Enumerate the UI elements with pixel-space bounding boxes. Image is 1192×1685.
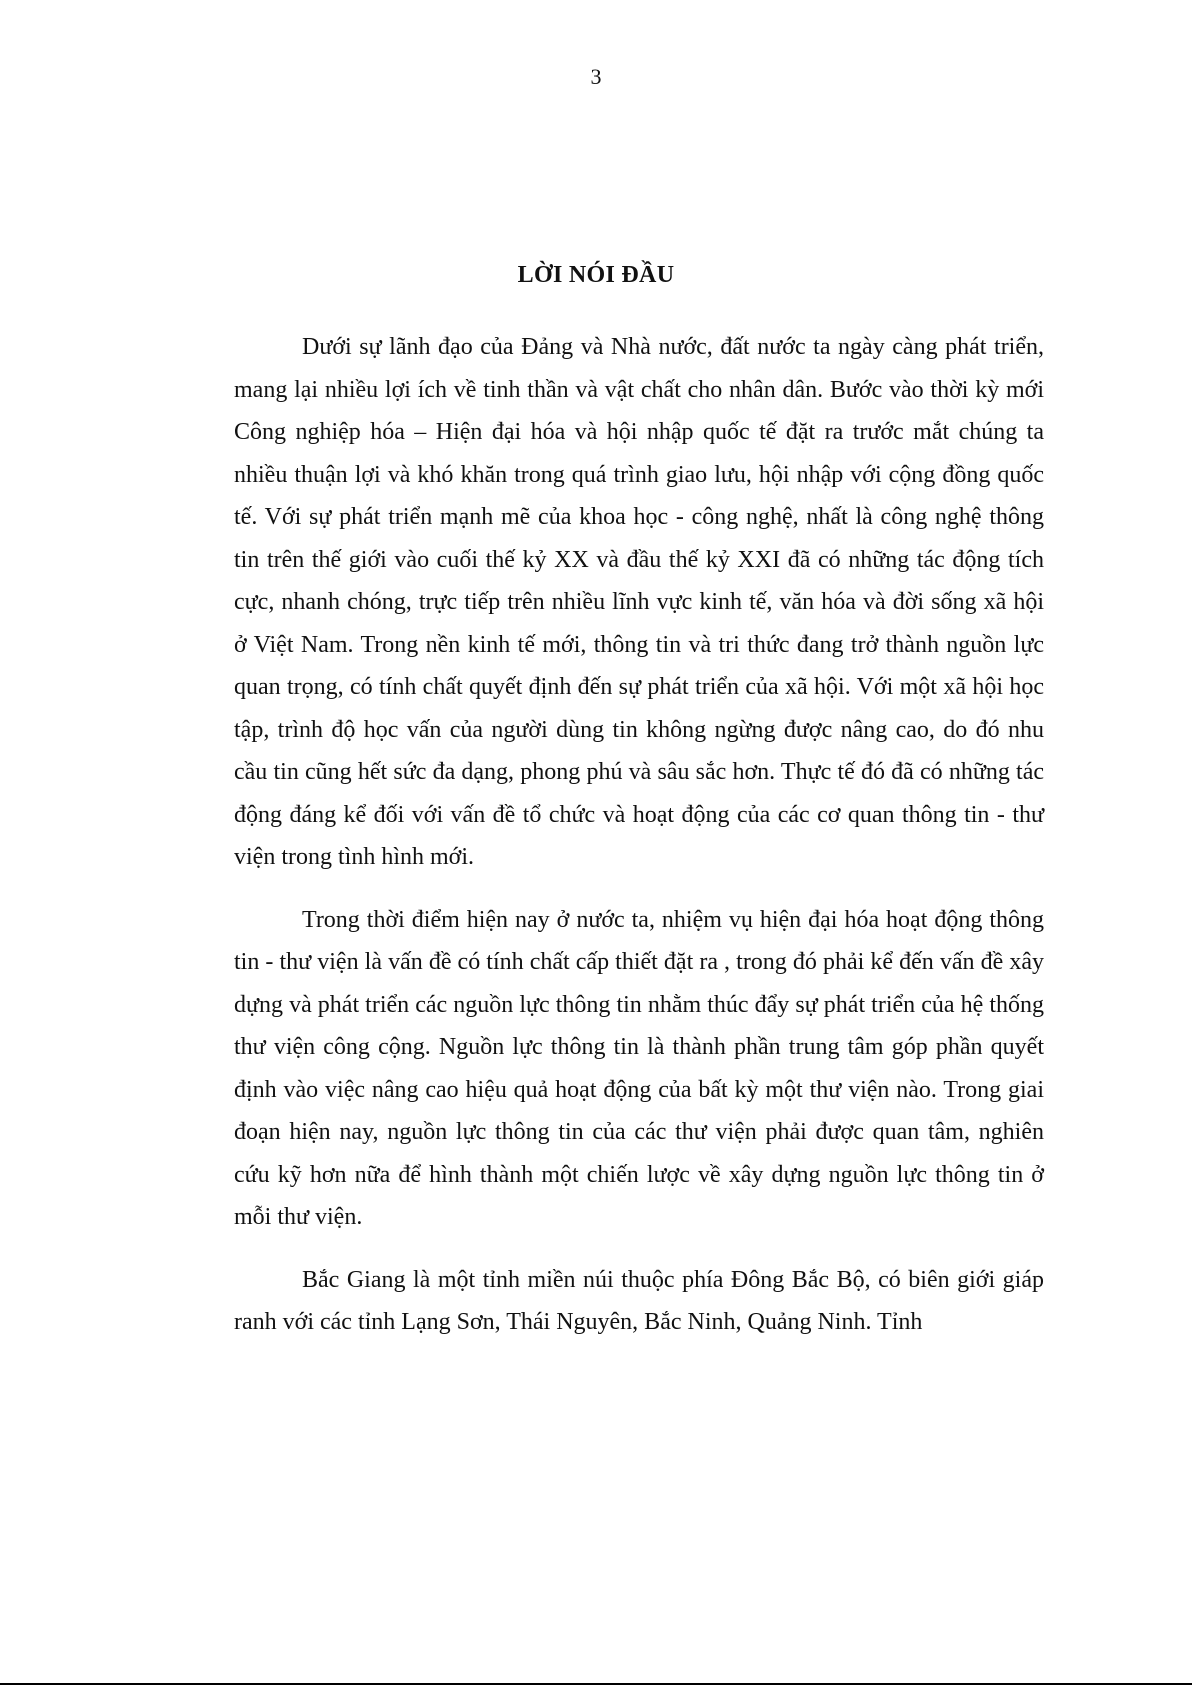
page-number: 3 [590, 64, 602, 89]
page-title: LỜI NÓI ĐẦU [517, 262, 675, 288]
paragraph-2: Trong thời điểm hiện nay ở nước ta, nhiệm vụ hiện đại hóa hoạt động thông tin - thư viện là vấn đề có tính chất cấp thiết đặt ra , trong đó phải kể đến vấn đề xây dựng và phát triển các nguồn lực thông tin nhằm thúc đẩy sự phát triển của hệ thống thư viện công cộng. Nguồn lực thông tin là thành phần trung tâm góp phần quyết định vào việc nâng cao hiệu quả hoạt động của bất kỳ một thư viện nào. Trong giai đoạn hiện nay, nguồn lực thông tin của các thư viện phải được quan tâm, nghiên cứu kỹ hơn nữa để hình thành một chiến lược về xây dựng nguồn lực thông tin ở mỗi thư viện. [234, 906, 1044, 1230]
paragraph-1: Dưới sự lãnh đạo của Đảng và Nhà nước, đất nước ta ngày càng phát triển, mang lại nhiều lợi ích về tinh thần và vật chất cho nhân dân. Bước vào thời kỳ mới Công nghiệp hóa – Hiện đại hóa và hội nhập quốc tế đặt ra trước mắt chúng ta nhiều thuận lợi và khó khăn trong quá trình giao lưu, hội nhập với cộng đồng quốc tế. Với sự phát triển mạnh mẽ của khoa học - công nghệ, nhất là công nghệ thông tin trên thế giới vào cuối thế kỷ XX và đầu thế kỷ XXI đã có những tác động tích cực, nhanh chóng, trực tiếp trên nhiều lĩnh vực kinh tế, văn hóa và đời sống xã hội ở Việt Nam. Trong nền kinh tế mới, thông tin và tri thức đang trở thành nguồn lực quan trọng, có tính chất quyết định đến sự phát triển của xã hội. Với một xã hội học tập, trình độ học vấn của người dùng tin không ngừng được nâng cao, do đó nhu cầu tin cũng hết sức đa dạng, phong phú và sâu sắc hơn. Thực tế đó đã có những tác động đáng kể đối với vấn đề tổ chức và hoạt động của các cơ quan thông tin - thư viện trong tình hình mới. [234, 334, 1044, 870]
paragraph-3: Bắc Giang là một tỉnh miền núi thuộc phía Đông Bắc Bộ, có biên giới giáp ranh với các tỉnh Lạng Sơn, Thái Nguyên, Bắc Ninh, Quảng Ninh. Tỉnh [234, 1266, 1044, 1335]
body-text [234, 326, 1044, 1364]
